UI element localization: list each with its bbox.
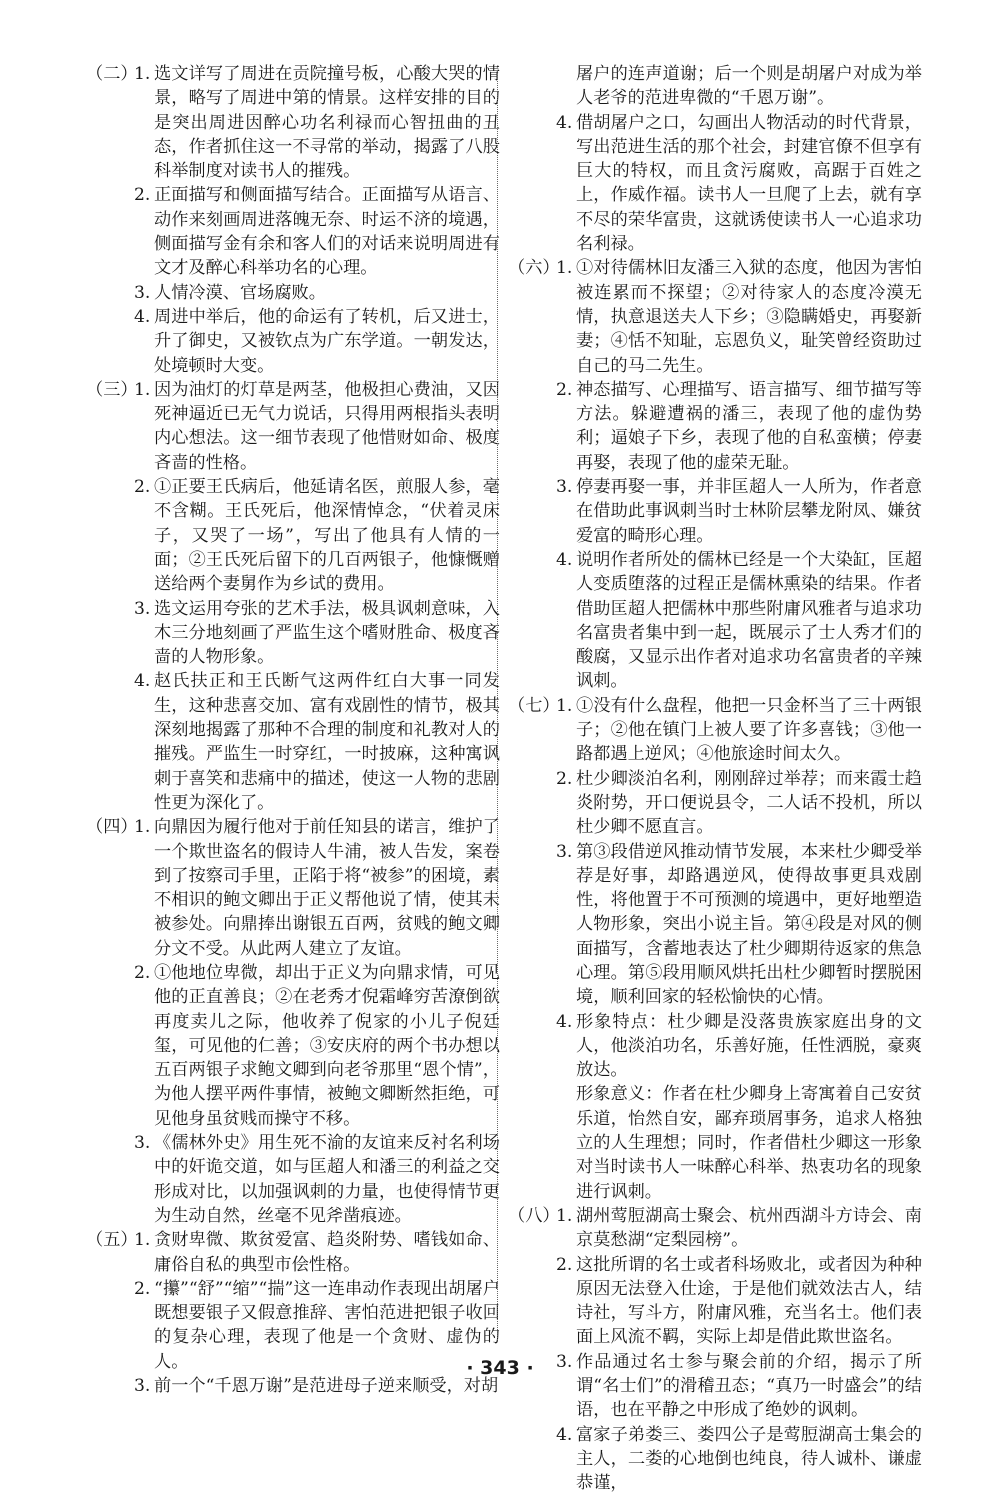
answer-label <box>86 597 154 621</box>
item-number: 3. <box>134 282 151 303</box>
answer-item <box>508 1010 922 1083</box>
answer-text: ①没有什么盘程，他把一只金杯当了三十两银子；②他在镇门上被人要了许多喜钱；③他一路都遇上逆风；④他旅途时间太久。 <box>576 695 922 765</box>
answer-label <box>86 378 154 402</box>
item-number: 1. <box>556 695 573 716</box>
item-number: 1. <box>556 1205 573 1226</box>
group-label: （七） <box>508 695 560 716</box>
answer-item <box>86 183 500 280</box>
answer-item <box>508 548 922 694</box>
answer-text: 停妻再娶一事，并非匡超人一人所为，作者意在借助此事讽刺当时士林阶层攀龙附凤、嫌贫爱富的畸形心理。 <box>576 477 922 546</box>
answer-text: 周进中举后，他的命运有了转机，后又进士，升了御史，又被钦点为广东学道。一朝发达，处境顿时大变。 <box>154 306 500 376</box>
page-number-dot-right: · <box>519 1357 534 1379</box>
answer-item <box>86 281 500 305</box>
answer-label <box>508 694 576 718</box>
answer-text: 作品通过名士参与聚会前的介绍，揭示了所谓“名士们”的滑稽丑态；“真乃一时盛会”的结语，也在平静之中形成了绝妙的讽刺。 <box>576 1351 922 1421</box>
page-number-text: 343 <box>480 1357 520 1379</box>
answer-text: 向鼎因为履行他对于前任知县的诺言，维护了一个欺世盗名的假诗人牛浦，被人告发，案卷到了按察司手里，正陷于将“被参”的困境，素不相识的鲍文卿出于正义帮他说了情，使其未被参处。向鼎捧出谢银五百两，贫贱的鲍文卿分文不受。从此两人建立了友谊。 <box>154 817 500 959</box>
answer-label <box>86 669 154 693</box>
column-divider <box>497 70 498 1342</box>
item-number: 3. <box>134 1376 151 1397</box>
page-number <box>0 1357 1000 1379</box>
item-number: 3. <box>556 477 573 498</box>
answer-text: 第③段借逆风推动情节发展，本来杜少卿受举荐是好事，却路遇逆风，使得故事更具戏剧性，将他置于不可预测的境遇中，更好地塑造人物形象，突出小说主旨。第④段是对风的侧面描写，含蓄地表达了杜少卿期待返家的焦急心理。第⑤段用顺风烘托出杜少卿暂时摆脱困境，顺利回家的轻松愉快的心情。 <box>576 841 922 1008</box>
answer-label <box>508 767 576 791</box>
left-column <box>86 62 500 1398</box>
answer-item <box>508 111 922 257</box>
item-number: 2. <box>134 1278 151 1299</box>
answer-group <box>508 694 922 1204</box>
item-number: 1. <box>134 64 151 84</box>
item-number: 4. <box>556 1011 573 1032</box>
answer-text: 屠户的连声道谢；后一个则是胡屠户对成为举人老爷的范进卑微的“千恩万谢”。 <box>576 64 922 109</box>
answer-text: 人情冷漠、官场腐败。 <box>154 282 326 303</box>
answer-label <box>508 1010 576 1034</box>
answer-item <box>508 840 922 1010</box>
item-number: 3. <box>556 1351 573 1372</box>
answer-label <box>86 183 154 207</box>
answer-text: ①对待儒林旧友潘三入狱的态度，他因为害怕被连累而不探望；②对待家人的态度冷漠无情，执意退送夫人下乡；③隐瞒婚史，再娶新妻；④恬不知耻，忘恩负义，耻笑曾经资助过自己的马二先生。 <box>576 258 922 376</box>
answer-text: 形象特点：杜少卿是没落贵族家庭出身的文人，他淡泊功名，乐善好施，任性洒脱，豪爽放达。 <box>576 1011 922 1081</box>
answer-text: 贪财卑微、欺贫爱富、趋炎附势、嗜钱如命、庸俗自私的典型市侩性格。 <box>154 1230 500 1275</box>
item-number: 4. <box>556 112 573 133</box>
item-number: 4. <box>556 1424 573 1445</box>
answer-text: 说明作者所处的儒林已经是一个大染缸，匡超人变质堕落的过程正是儒林熏染的结果。作者借助匡超人把儒林中那些附庸风雅者与追求功名富贵者集中到一起，既展示了士人秀才们的酸腐，又显示出作者对追求功名富贵者的辛辣讽刺。 <box>576 549 922 692</box>
answer-text: 神态描写、心理描写、语言描写、细节描写等方法。躲避遭祸的潘三，表现了他的虚伪势利；逼娘子下乡，表现了他的自私蛮横；停妻再娶，表现了他的虚荣无耻。 <box>576 379 922 473</box>
right-column <box>508 62 922 1496</box>
answer-item <box>508 256 922 377</box>
answer-label <box>86 281 154 305</box>
answer-text: 这批所谓的名士或者科场败北，或者因为种种原因无法登入仕途，于是他们就效法古人，结诗社，写斗方，附庸风雅，充当名士。他们表面上风流不羁，实际上却是借此欺世盗名。 <box>576 1254 922 1348</box>
group-label: （四） <box>86 817 138 838</box>
item-number: 2. <box>134 185 151 206</box>
answer-item <box>86 378 500 475</box>
answer-item <box>508 767 922 840</box>
answer-text: 正面描写和侧面描写结合。正面描写从语言、动作来刻画周进落魄无奈、时运不济的境遇，侧面描写金有余和客人们的对话来说明周进有文才及醉心科举功名的心理。 <box>154 185 500 279</box>
answer-item <box>86 597 500 670</box>
answer-group <box>86 62 500 378</box>
answer-text: 因为油灯的灯草是两茎，他极担心费油，又因死神逼近已无气力说话，只得用两根指头表明内心想法。这一细节表现了他惜财如命、极度吝啬的性格。 <box>154 379 500 473</box>
answer-label <box>86 1277 154 1301</box>
answer-label <box>86 475 154 499</box>
answer-item <box>86 1131 500 1228</box>
answer-text: 前一个“千恩万谢”是范进母子逆来顺受，对胡 <box>154 1376 499 1397</box>
answer-text: ①他地位卑微，却出于正义为向鼎求情，可见他的正直善良；②在老秀才倪霜峰穷苦潦倒欲再度卖儿之际，他收养了倪家的小儿子倪廷玺，可见他的仁善；③安庆府的两个书办想以五百两银子求鲍文卿到向老爷那里“恩个情”，为他人摆平两件事情，被鲍文卿断然拒绝，可见他身虽贫贱而操守不移。 <box>154 962 500 1129</box>
item-number: 1. <box>134 817 151 838</box>
answer-item <box>86 669 500 815</box>
answer-item <box>86 305 500 378</box>
answer-label <box>508 1204 576 1228</box>
answer-group <box>508 256 922 693</box>
item-number: 3. <box>134 1133 151 1154</box>
answer-label <box>508 548 576 572</box>
answer-text: 《儒林外史》用生死不渝的友谊来反衬名利场中的奸诡交道，如与匡超人和潘三的利益之交形成对比，以加强讽刺的力量，也使得情节更为生动自然，丝毫不见斧凿痕迹。 <box>154 1133 500 1226</box>
answer-item <box>508 694 922 767</box>
answer-label <box>508 1423 576 1447</box>
item-number: 1. <box>556 258 573 279</box>
answer-label <box>508 840 576 864</box>
answer-text: 借胡屠户之口，勾画出人物活动的时代背景，写出范进生活的那个社会，封建官僚不但享有巨大的特权，而且贪污腐败，高踞于百姓之上，作威作福。读书人一旦爬了上去，就有享不尽的荣华富贵，这就诱使读书人一心追求功名利禄。 <box>576 112 922 255</box>
answer-label <box>508 256 576 280</box>
answer-item <box>86 815 500 961</box>
answer-text: “攥”“舒”“缩”“揣”这一连串动作表现出胡屠户既想要银子又假意推辞、害怕范进把银子收回的复杂心理，表现了他是一个贪财、虚伪的人。 <box>154 1278 500 1372</box>
group-label: （八） <box>508 1205 560 1226</box>
answer-label <box>508 1253 576 1277</box>
answer-label <box>86 305 154 329</box>
item-number: 2. <box>556 1254 573 1275</box>
answer-item <box>86 961 500 1131</box>
item-number: 2. <box>556 768 573 789</box>
answer-item <box>86 475 500 596</box>
answer-item <box>508 1253 922 1350</box>
answer-item <box>86 1228 500 1277</box>
group-label: （六） <box>508 258 560 279</box>
answer-item <box>508 1423 922 1496</box>
answer-item <box>508 475 922 548</box>
item-number: 2. <box>556 379 573 400</box>
item-number: 2. <box>134 962 151 983</box>
answer-text: 选文运用夸张的艺术手法，极具讽刺意味，入木三分地刻画了严监生这个嗜财胜命、极度吝啬的人物形象。 <box>154 598 500 668</box>
answer-group <box>508 62 922 256</box>
answer-label <box>86 815 154 839</box>
item-number: 3. <box>134 598 151 619</box>
item-number: 4. <box>134 306 151 327</box>
item-number: 1. <box>134 1230 151 1251</box>
answer-text: ①正要王氏病后，他延请名医，煎服人参，毫不含糊。王氏死后，他深情悼念，“伏着灵床子，又哭了一场”，写出了他具有人情的一面；②王氏死后留下的几百两银子，他慷慨赠送给两个妻舅作为乡试的费用。 <box>154 477 500 595</box>
answer-label <box>86 961 154 985</box>
item-number: 2. <box>134 477 151 498</box>
item-number: 4. <box>556 549 573 570</box>
answer-text: 湖州莺脰湖高士聚会、杭州西湖斗方诗会、南京莫愁湖“定梨园榜”。 <box>576 1205 922 1251</box>
answer-label <box>508 378 576 402</box>
group-label: （三） <box>86 379 138 400</box>
group-label: （五） <box>86 1230 138 1251</box>
answer-extra-text: 形象意义：作者在杜少卿身上寄寓着自己安贫乐道，怡然自安，鄙弃琐屑事务，追求人格独立的人生理想；同时，作者借杜少卿这一形象对当时读书人一味醉心科举、热衷功名的现象进行讽刺。 <box>576 1084 922 1202</box>
answer-text: 杜少卿淡泊名利，刚刚辞过举荐；而来霞士趋炎附势，开口便说县令，二人话不投机，所以杜少卿不愿直言。 <box>576 768 922 838</box>
answer-label <box>86 1228 154 1252</box>
answer-label <box>508 111 576 135</box>
item-number: 3. <box>556 841 573 862</box>
answer-text: 赵氏扶正和王氏断气这两件红白大事一同发生，这种悲喜交加、富有戏剧性的情节，极其深刻地揭露了那种不合理的制度和礼教对人的摧残。严监生一时穿红，一时披麻，这种寓讽刺于喜笑和悲痛中的描述，使这一人物的悲剧性更为深化了。 <box>154 671 500 813</box>
answer-group <box>86 378 500 815</box>
answer-label <box>86 62 154 86</box>
answer-text: 选文详写了周进在贡院撞号板，心酸大哭的情景，略写了周进中第的情景。这样安排的目的是突出周进因醉心功名利禄而心智扭曲的丑态，作者抓住这一不寻常的举动，揭露了八股科举制度对读书人的摧残。 <box>154 64 500 182</box>
item-number: 1. <box>134 379 151 400</box>
answer-item <box>508 378 922 475</box>
answer-group <box>508 1204 922 1496</box>
answer-label <box>86 1131 154 1155</box>
answer-label <box>508 475 576 499</box>
answer-text: 富家子弟娄三、娄四公子是莺脰湖高士集会的主人，二娄的心地倒也纯良，待人诚朴、谦虚恭谨， <box>576 1424 922 1494</box>
answer-item <box>508 62 922 111</box>
group-label: （二） <box>86 64 138 84</box>
answer-item <box>508 1204 922 1253</box>
answer-group <box>86 815 500 1228</box>
item-number: 4. <box>134 671 151 692</box>
answer-item <box>86 62 500 183</box>
page-number-dot-left: · <box>466 1357 481 1379</box>
